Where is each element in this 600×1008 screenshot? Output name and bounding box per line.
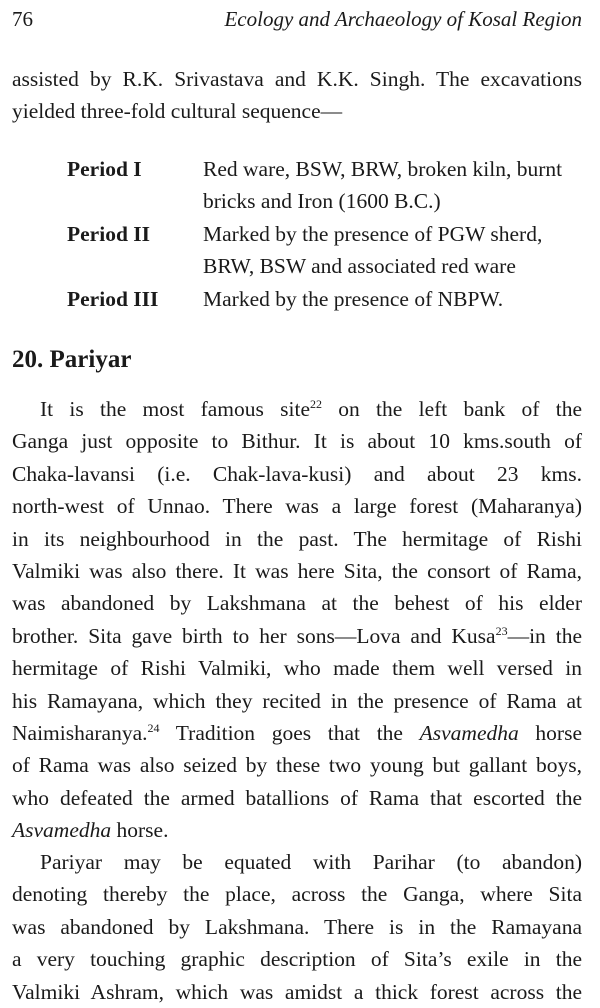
text-line: a very touching graphic description of Sita’s exile in the: [12, 947, 582, 972]
section-heading: 20. Pariyar: [12, 346, 132, 373]
text-line: north-west of Unnao. There was a large forest (Maharanya): [12, 494, 582, 519]
text-line: Asvamedha horse.: [12, 818, 169, 843]
text-line: his Ramayana, which they recited in the presence of Rama at: [12, 688, 582, 713]
period-row: [67, 283, 587, 315]
period-description: [203, 153, 587, 218]
period-label: Period I: [67, 157, 142, 181]
text-line: yielded three-fold cultural sequence—: [12, 99, 343, 124]
page-number: 76: [12, 7, 33, 31]
text-line: Ganga just opposite to Bithur. It is about 10 kms.south of: [12, 429, 582, 454]
text-line: brother. Sita gave birth to her sons—Lova and Kusa$^{23}$—in the: [12, 623, 582, 648]
text-line: denoting thereby the place, across the Ganga, where Sita: [12, 882, 582, 907]
text-line: was abandoned by Lakshmana at the behest of his elder: [12, 591, 582, 616]
text-line: bricks and Iron (1600 B.C.): [203, 189, 441, 214]
text-line: Valmiki Ashram, which was amidst a thick forest across the: [12, 979, 582, 1004]
body-paragraph-1: [12, 393, 582, 847]
text-line: Red ware, BSW, BRW, broken kiln, burnt: [203, 157, 563, 181]
text-line: in its neighbourhood in the past. The hermitage of Rishi: [12, 526, 582, 551]
footnote-ref: 23: [495, 623, 508, 638]
text-line: It is the most famous site$^{22}$ on the left bank of the: [40, 396, 583, 421]
period-row: [67, 218, 587, 283]
text-line: of Rama was also seized by these two young but gallant boys,: [12, 753, 582, 778]
intro-paragraph: [12, 63, 582, 128]
footnote-ref: 24: [147, 720, 160, 735]
text-line: was abandoned by Lakshmana. There is in the Ramayana: [12, 914, 582, 939]
cultural-sequence-list: [67, 153, 587, 315]
text-line: assisted by R.K. Srivastava and K.K. Singh. The excavations: [12, 67, 582, 91]
text-line: Marked by the presence of PGW sherd,: [203, 221, 543, 246]
text-line: Pariyar may be equated with Parihar (to abandon): [40, 850, 582, 874]
text-line: hermitage of Rishi Valmiki, who made them well versed in: [12, 656, 582, 681]
text-line: BRW, BSW and associated red ware: [203, 254, 516, 279]
period-label: Period III: [67, 286, 159, 311]
period-description: [203, 283, 587, 315]
body-paragraph-2: [12, 846, 582, 1008]
period-row: [67, 153, 587, 218]
period-label: Period II: [67, 221, 151, 246]
footnote-ref: 22: [310, 396, 323, 411]
page-header: [12, 2, 582, 36]
period-description: [203, 218, 587, 283]
text-line: Marked by the presence of NBPW.: [203, 286, 504, 311]
text-line: Valmiki was also there. It was here Sita, the consort of Rama,: [12, 559, 582, 584]
text-line: who defeated the armed batallions of Rama that escorted the: [12, 785, 582, 810]
text-line: Chaka-lavansi (i.e. Chak-lava-kusi) and about 23 kms.: [12, 461, 582, 486]
text-line: Naimisharanya.$^{24}$ Tradition goes that the Asvamedha horse: [12, 720, 582, 746]
running-title: Ecology and Archaeology of Kosal Region: [224, 7, 582, 31]
